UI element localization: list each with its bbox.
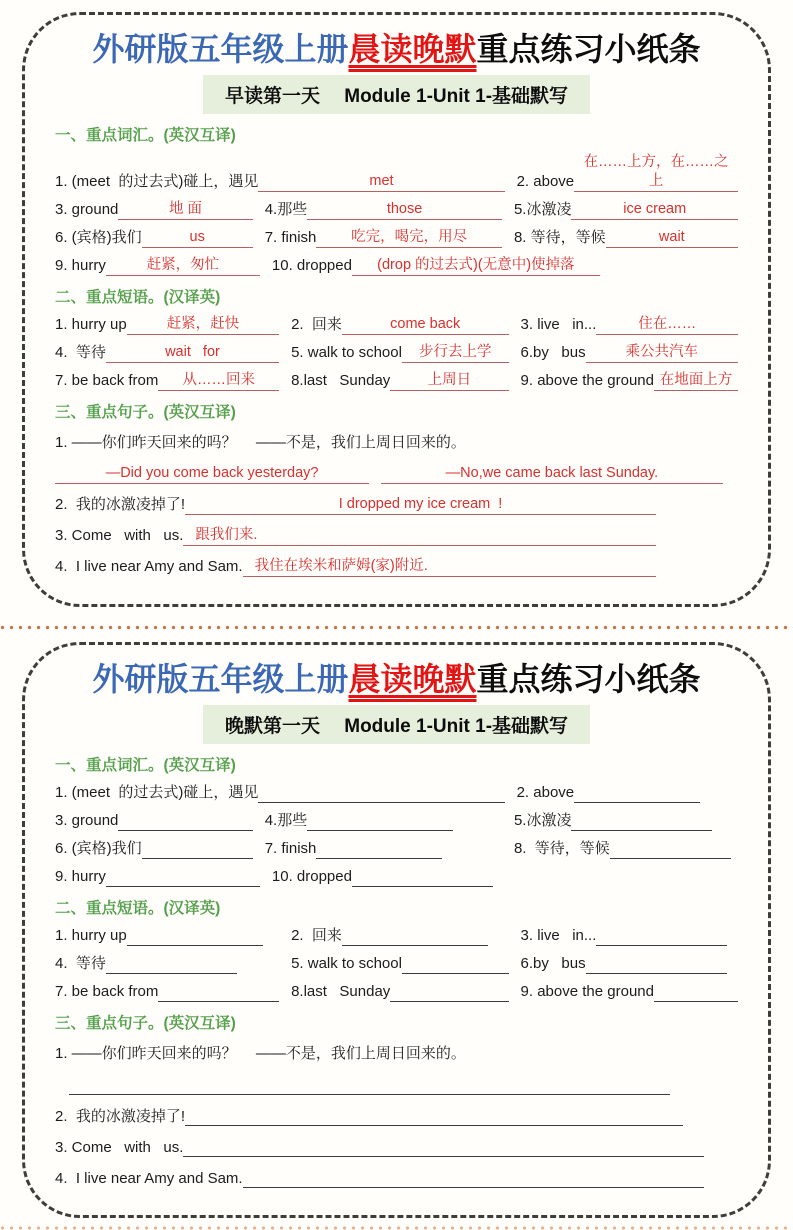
answer-blank-line	[402, 954, 509, 974]
item-label: 8. 等待，等候	[513, 840, 610, 858]
exercise-item	[272, 867, 600, 887]
item-label: 7. be back from	[55, 983, 159, 1001]
answer-blank-line	[243, 1168, 704, 1188]
item-label: 6. (宾格)我们	[55, 229, 142, 247]
answer-text: —Did you come back yesterday?	[55, 464, 369, 484]
exercise-row	[55, 200, 738, 220]
exercise-item	[291, 926, 508, 946]
answer-blank-line	[571, 811, 712, 831]
exercise-row	[55, 343, 738, 363]
exercise-row	[55, 433, 738, 453]
answer-text: 乘公共汽车	[586, 343, 738, 363]
item-label: 9. above the ground	[520, 372, 654, 390]
item-label: 8. 等待，等候	[513, 229, 606, 247]
item-label: 1. (meet 的过去式)碰上，遇见	[55, 173, 259, 191]
item-label: 9. above the ground	[520, 983, 654, 1001]
exercise-row	[55, 1075, 738, 1095]
item-label: 4. 等待	[55, 955, 106, 973]
item-label: 4. I live near Amy and Sam.	[55, 1169, 243, 1187]
exercise-row	[55, 839, 738, 859]
section	[55, 1011, 738, 1188]
section	[55, 123, 738, 276]
item-label: 3. live in...	[520, 927, 597, 945]
item-label: 5.冰激凌	[513, 201, 572, 219]
exercise-row	[55, 464, 738, 484]
exercise-item	[265, 839, 502, 859]
sentence-prompt: 1. ——你们昨天回来的吗？ ——不是，我们上周日回来的。	[55, 433, 466, 451]
answer-blank-line	[158, 982, 279, 1002]
card-title	[55, 29, 738, 69]
bottom-edge-dotted-line	[0, 1226, 793, 1230]
item-label: 10. dropped	[271, 257, 352, 275]
exercise-item	[265, 228, 502, 248]
answer-blank-line	[185, 1106, 683, 1126]
exercise-item	[514, 839, 738, 859]
exercise-row	[55, 783, 738, 803]
answer-text: 跟我们来.	[183, 526, 656, 546]
answer-blank-line	[258, 783, 504, 803]
item-label: 3. ground	[55, 201, 119, 219]
section-heading: 二、重点短语。(汉译英)	[55, 899, 221, 917]
item-label: 5. walk to school	[291, 344, 402, 362]
exercise-item	[517, 153, 738, 192]
section	[55, 285, 738, 391]
exercise-row	[55, 526, 738, 546]
exercise-item	[55, 982, 279, 1002]
item-label: 3. Come with us.	[55, 527, 184, 545]
answer-blank-line	[106, 954, 237, 974]
session-banner-morning: 早读第一天 Module 1-Unit 1-基础默写	[203, 75, 590, 114]
page-root	[0, 12, 793, 1230]
exercise-item	[55, 256, 260, 276]
item-label: 6.by bus	[520, 955, 586, 973]
sentence-prompt: 1. ——你们昨天回来的吗？ ——不是，我们上周日回来的。	[55, 1044, 466, 1062]
answer-text: come back	[342, 315, 509, 335]
answer-text: (drop 的过去式)(无意中)使掉落	[352, 256, 600, 276]
exercise-row	[55, 228, 738, 248]
exercise-item	[55, 526, 656, 546]
exercise-item	[55, 200, 253, 220]
answer-text: ice cream	[571, 200, 738, 220]
exercise-item	[517, 783, 738, 803]
item-label: 10. dropped	[271, 868, 352, 886]
item-label: 6. (宾格)我们	[55, 840, 142, 858]
item-label: 4. I live near Amy and Sam.	[55, 558, 243, 576]
item-label: 5.冰激凌	[513, 812, 572, 830]
item-label: 2. 我的冰激凌掉了!	[55, 496, 186, 514]
exercise-row	[55, 1137, 738, 1157]
exercise-row	[55, 557, 738, 577]
answer-blank-line	[307, 811, 453, 831]
worksheet-card-morning	[22, 12, 771, 607]
item-label: 1. hurry up	[55, 927, 127, 945]
exercise-item	[291, 982, 508, 1002]
exercise-row	[55, 256, 738, 276]
section-heading: 二、重点短语。(汉译英)	[55, 288, 221, 306]
worksheet-card-evening	[22, 642, 771, 1218]
exercise-item	[55, 811, 253, 831]
banner-wrap	[55, 705, 738, 744]
answer-blank-line	[654, 982, 738, 1002]
answer-text: those	[307, 200, 502, 220]
answer-blank-line	[142, 839, 253, 859]
answer-blank-line	[106, 867, 260, 887]
answer-blank-line	[390, 982, 508, 1002]
exercise-item	[69, 1075, 670, 1095]
exercise-item	[55, 926, 279, 946]
item-label: 1. (meet 的过去式)碰上，遇见	[55, 784, 259, 802]
title-highlight: 晨读晚默	[348, 659, 477, 698]
exercise-row	[55, 982, 738, 1002]
exercise-item	[514, 811, 738, 831]
item-label: 8.last Sunday	[291, 983, 391, 1001]
answer-text: us	[142, 228, 253, 248]
exercise-item	[521, 926, 738, 946]
exercise-item	[55, 867, 260, 887]
exercise-item	[55, 464, 369, 484]
exercise-item	[55, 1137, 704, 1157]
exercise-item	[521, 954, 738, 974]
answer-blank-line	[118, 811, 252, 831]
answer-text: 我住在埃米和萨姆(家)附近.	[243, 557, 656, 577]
answer-text: 住在……	[596, 315, 738, 335]
exercise-item	[521, 371, 738, 391]
exercise-row	[55, 1106, 738, 1126]
title-highlight: 晨读晚默	[348, 30, 477, 68]
exercise-item	[381, 464, 723, 484]
section-heading: 一、重点词汇。(英汉互译)	[55, 756, 236, 774]
answer-blank-line	[69, 1075, 670, 1095]
item-label: 2. 回来	[291, 316, 342, 334]
item-label: 5. walk to school	[291, 955, 402, 973]
exercise-row	[55, 495, 738, 515]
exercise-item	[55, 315, 279, 335]
exercise-item	[291, 371, 508, 391]
exercise-row	[55, 1044, 738, 1064]
item-label: 3. live in...	[520, 316, 597, 334]
exercise-item	[55, 839, 253, 859]
exercise-item	[521, 315, 738, 335]
section	[55, 896, 738, 1002]
section-heading: 三、重点句子。(英汉互译)	[55, 403, 236, 421]
answer-text: wait for	[106, 343, 279, 363]
exercise-item	[55, 228, 253, 248]
item-label: 2. above	[516, 173, 575, 191]
item-label: 9. hurry	[55, 868, 106, 886]
answer-text: 在地面上方	[654, 371, 738, 391]
title-suffix: 重点练习小纸条	[476, 30, 701, 68]
answer-text: —No,we came back last Sunday.	[381, 464, 723, 484]
answer-blank-line	[610, 839, 731, 859]
answer-blank-line	[127, 926, 263, 946]
item-label: 3. ground	[55, 812, 119, 830]
exercise-item	[265, 200, 502, 220]
answer-blank-line	[574, 783, 700, 803]
exercise-item	[265, 811, 502, 831]
answer-text: met	[258, 172, 504, 192]
exercise-item	[521, 343, 738, 363]
answer-blank-line	[586, 954, 727, 974]
item-label: 1. hurry up	[55, 316, 127, 334]
exercise-item	[55, 557, 656, 577]
exercise-item	[272, 256, 600, 276]
exercise-item	[55, 1106, 683, 1126]
exercise-row	[55, 926, 738, 946]
section	[55, 400, 738, 577]
answer-blank-line	[596, 926, 727, 946]
item-label: 7. finish	[264, 840, 317, 858]
item-label: 2. 回来	[291, 927, 342, 945]
title-edition: 外研版五年级上册	[92, 659, 349, 698]
item-label: 7. finish	[264, 229, 317, 247]
answer-text: 从……回来	[158, 371, 279, 391]
exercise-row	[55, 811, 738, 831]
answer-text: 赶紧，匆忙	[106, 256, 260, 276]
banner-wrap	[55, 75, 738, 114]
exercise-item	[55, 783, 505, 803]
item-label: 4.那些	[264, 812, 308, 830]
exercise-item	[514, 200, 738, 220]
answer-text: 步行去上学	[402, 343, 509, 363]
exercise-item	[55, 371, 279, 391]
exercise-item	[55, 172, 505, 192]
exercise-row	[55, 867, 738, 887]
title-edition: 外研版五年级上册	[92, 30, 349, 68]
item-label: 4. 等待	[55, 344, 106, 362]
answer-text: I dropped my ice cream !	[185, 495, 656, 515]
answer-text: 地 面	[118, 200, 252, 220]
card-sections	[55, 753, 738, 1188]
section-heading: 三、重点句子。(英汉互译)	[55, 1014, 236, 1032]
answer-text: 赶紧，赶快	[127, 315, 279, 335]
exercise-item	[291, 343, 508, 363]
section-heading: 一、重点词汇。(英汉互译)	[55, 127, 236, 144]
exercise-item	[55, 1168, 704, 1188]
card-sections	[55, 123, 738, 577]
answer-text: 上周日	[390, 371, 508, 391]
item-label: 4.那些	[264, 201, 308, 219]
card-title	[55, 659, 738, 699]
item-label: 2. 我的冰激凌掉了!	[55, 1107, 186, 1125]
exercise-row	[55, 954, 738, 974]
answer-text: 在……上方，在……之上	[574, 153, 738, 192]
answer-blank-line	[342, 926, 488, 946]
exercise-item	[55, 495, 656, 515]
title-suffix: 重点练习小纸条	[476, 659, 701, 698]
item-label: 7. be back from	[55, 372, 159, 390]
exercise-row	[55, 1168, 738, 1188]
exercise-item	[291, 954, 508, 974]
item-label: 8.last Sunday	[291, 372, 391, 390]
section	[55, 753, 738, 887]
answer-blank-line	[352, 867, 493, 887]
answer-text: 吃完，喝完，用尽	[316, 228, 502, 248]
exercise-row	[55, 315, 738, 335]
exercise-item	[55, 343, 279, 363]
exercise-row	[55, 371, 738, 391]
exercise-item	[521, 982, 738, 1002]
cut-divider-dotted-line	[0, 625, 793, 630]
item-label: 3. Come with us.	[55, 1138, 184, 1156]
item-label: 9. hurry	[55, 257, 106, 275]
exercise-item	[55, 954, 279, 974]
session-banner-evening: 晚默第一天 Module 1-Unit 1-基础默写	[203, 705, 590, 744]
answer-blank-line	[183, 1137, 703, 1157]
exercise-item	[291, 315, 508, 335]
item-label: 6.by bus	[520, 344, 586, 362]
item-label: 2. above	[516, 784, 575, 802]
answer-blank-line	[316, 839, 442, 859]
exercise-row	[55, 153, 738, 192]
answer-text: wait	[606, 228, 738, 248]
exercise-item	[514, 228, 738, 248]
